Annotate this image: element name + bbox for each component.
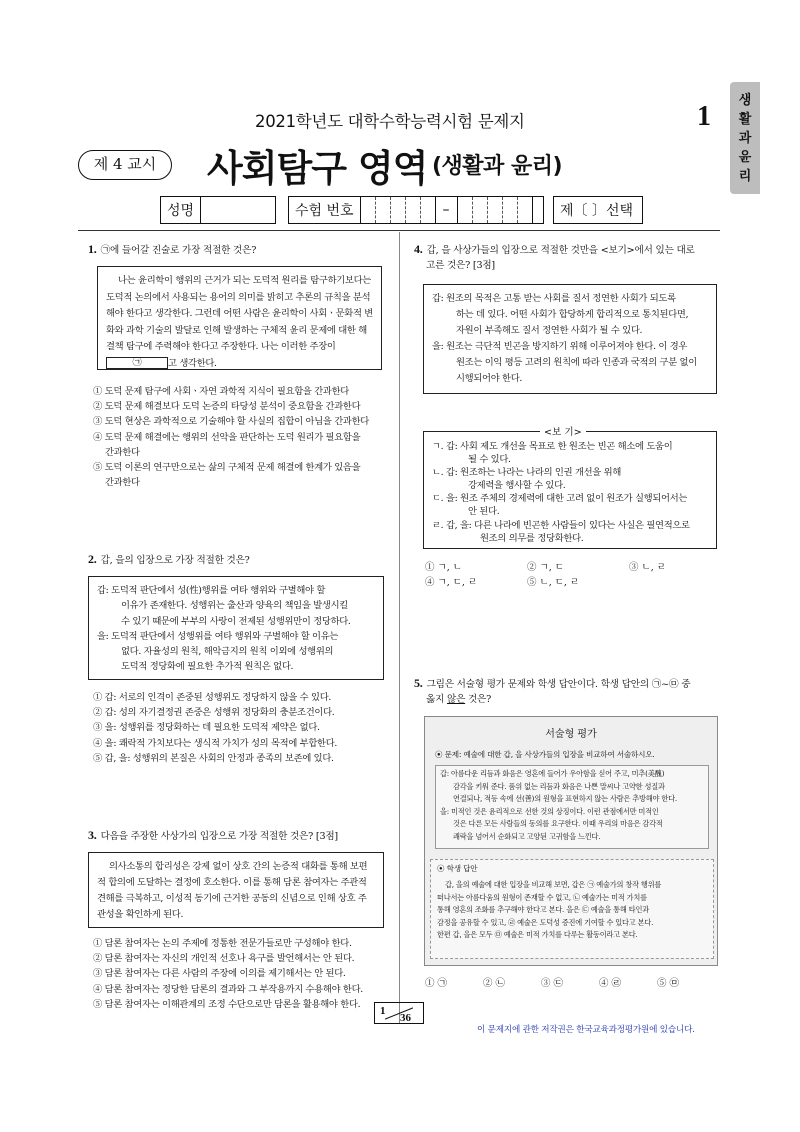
- main-title: 사회탐구 영역: [207, 147, 428, 190]
- question-text-continued: 것은?: [465, 694, 492, 705]
- question-3-stem: [88, 828, 338, 844]
- session-badge: 제 4 교시: [78, 150, 172, 180]
- id-digit-cell[interactable]: [518, 197, 533, 223]
- option[interactable]: ③ 을: 성행위를 정당화하는 데 필요한 도덕적 제약은 없다.: [93, 722, 320, 734]
- bogi-line: ㄱ. 갑: 사회 제도 개선을 목표로 한 원조는 빈곤 해소에 도움이: [432, 441, 673, 452]
- option[interactable]: ① 도덕 문제 탐구에 사회ㆍ자연 과학적 지식이 필요함을 간과한다: [93, 386, 349, 397]
- question-text-continued: 옳지: [426, 694, 447, 705]
- current-page: 1: [380, 1005, 386, 1017]
- option[interactable]: ② ㉡: [483, 978, 506, 989]
- answer-blank: ㉠: [106, 357, 168, 369]
- essay-evaluation-panel: [424, 716, 718, 966]
- panel-line: 쾌락을 넘어서 순화되고 고양된 고귀함을 느낀다.: [453, 831, 601, 841]
- side-tab-char: 윤: [738, 149, 752, 165]
- question-number: 5.: [414, 676, 423, 690]
- side-tab-char: 과: [738, 130, 752, 146]
- option[interactable]: ⑤ ㄴ, ㄷ, ㄹ: [527, 577, 580, 588]
- panel-line: 연결되나, 적등 속에 선(善)의 원형을 표현하지 않는 사람은 추방해야 한다.: [453, 794, 677, 804]
- panel-passage: [440, 768, 677, 844]
- question-3-passage: [88, 852, 384, 928]
- exam-title: 2021학년도 대학수학능력시험 문제지: [255, 112, 525, 131]
- name-label: 성명: [161, 197, 201, 223]
- question-2-stem: [88, 552, 250, 568]
- option[interactable]: ① ㄱ, ㄴ: [425, 562, 462, 573]
- question-text: ㉠에 들어갈 진술로 가장 적절한 것은?: [100, 245, 257, 256]
- option[interactable]: ④ 을: 쾌락적 가치보다는 생식적 가치가 성의 목적에 부합한다.: [93, 737, 338, 749]
- side-tab-char: 활: [738, 111, 752, 127]
- passage-line: 을: 도덕적 판단에서 성행위를 여타 행위와 구별해야 할 이유는: [97, 630, 339, 642]
- option[interactable]: ③ ㉢: [541, 978, 564, 989]
- bogi-label: <보 기>: [540, 424, 586, 438]
- id-digit-cell[interactable]: [421, 197, 436, 223]
- name-field[interactable]: [160, 196, 276, 224]
- passage-line: 이유가 존재한다. 성행위는 출산과 양육의 책임을 발생시킬: [121, 600, 348, 612]
- option[interactable]: ⑤ 도덕 이론의 연구만으로는 삶의 구체적 문제 해결에 한계가 있음을: [93, 462, 361, 474]
- bogi-line: ㄴ. 갑: 원조하는 나라는 나라의 인권 개선을 위해: [432, 467, 622, 479]
- column-divider: [399, 232, 400, 1024]
- question-number: 3.: [88, 828, 97, 842]
- id-digit-cell[interactable]: [488, 197, 503, 223]
- side-tab-char: 리: [738, 168, 752, 184]
- id-digit-cell[interactable]: [406, 197, 421, 223]
- question-text: 그림은 서술형 평가 문제와 학생 답안이다. 학생 답안의 ㉠~㉤ 중: [426, 679, 691, 690]
- id-dash: –: [436, 197, 458, 223]
- question-1-stem: [88, 242, 256, 258]
- option[interactable]: ③ 담론 참여자는 다른 사람의 주장에 이의를 제기해서는 안 된다.: [93, 968, 346, 980]
- side-tab-char: 생: [738, 92, 752, 108]
- passage-line: 원조는 이익 평등 고려의 원칙에 따라 인종과 국적의 구분 없이: [456, 357, 697, 368]
- option-continued: 간과한다: [105, 477, 140, 489]
- option-continued: 간과한다: [105, 446, 140, 458]
- id-digit-cell[interactable]: [458, 197, 473, 223]
- passage-line: 없다. 자율성의 원칙, 해악금지의 원칙 이외에 성행위의: [121, 646, 334, 658]
- question-number: 2.: [88, 552, 97, 566]
- option[interactable]: ② ㄱ, ㄷ: [527, 562, 564, 573]
- question-5-options: [425, 976, 697, 991]
- passage-line: 갑: 도덕적 판단에서 성(性)행위를 여타 행위와 구별해야 할: [97, 585, 326, 596]
- question-1-passage: [97, 266, 382, 370]
- option[interactable]: ② 담론 참여자는 자신의 개인적 선호나 욕구를 발언해서는 안 된다.: [93, 953, 355, 965]
- question-4-passage: [423, 284, 717, 394]
- question-text: 갑, 을의 입장으로 가장 적절한 것은?: [100, 555, 250, 566]
- copyright-notice: 이 문제지에 관한 저작권은 한국교육과정평가원에 있습니다.: [477, 1025, 695, 1035]
- option[interactable]: ③ ㄴ, ㄹ: [629, 562, 666, 573]
- question-text: 갑, 을 사상가들의 입장으로 적절한 것만을 <보기>에서 있는 대로: [426, 245, 695, 256]
- id-digit-cell[interactable]: [361, 197, 376, 223]
- passage-tail: 고 생각한다.: [168, 357, 217, 369]
- question-number: 4.: [414, 242, 423, 256]
- total-pages: 36: [400, 1012, 411, 1024]
- option[interactable]: ④ ㄱ, ㄷ, ㄹ: [425, 577, 478, 588]
- panel-line: 갑: 아름다운 리듬과 화음은 영혼에 들어가 우아함을 싣어 주고, 미추(美醜): [440, 769, 665, 778]
- option[interactable]: ⑤ ㉤: [657, 978, 680, 989]
- bogi-line: 안 된다.: [468, 506, 500, 518]
- id-digit-cell[interactable]: [376, 197, 391, 223]
- sub-title: (생활과 윤리): [432, 154, 563, 179]
- question-4-stem: [414, 242, 695, 273]
- answer-line: 통해 영혼의 조화를 추구해야 한다고 본다. 을은 ㉢ 예술을 통해 타인과: [437, 905, 649, 915]
- bogi-line: 강제력을 행사할 수 있다.: [468, 480, 566, 492]
- bogi-line: ㄹ. 갑, 을: 다른 나라에 빈곤한 사람들이 있다는 사실은 필연적으로: [432, 519, 690, 531]
- subject-side-tab: [730, 82, 760, 194]
- panel-line: 감각을 키워 준다. 품위 없는 리듬과 화음은 나쁜 말씨나 고약한 성질과: [453, 781, 665, 791]
- page-indicator: [374, 1002, 424, 1024]
- passage-text: 의사소통의 합리성은 강제 없이 상호 간의 논증적 대화를 통해 보편적 합의에 도달하는 결정에 호소한다. 이를 통해 담론 참여자는 주관적 견해를 극복하고, 이성적 동기에 근거한 공동의 신념으로 인해 상호 주관성을 확인하게 된다.: [97, 861, 368, 920]
- passage-line: 시행되어야 한다.: [456, 373, 523, 384]
- bogi-line: ㄷ. 을: 원조 주체의 경제력에 대한 고려 없이 원조가 실행되어서는: [432, 493, 688, 505]
- option[interactable]: ⑤ 갑, 을: 성행위의 본질은 사회의 안정과 종족의 보존에 있다.: [93, 752, 334, 764]
- question-1-options: [93, 384, 369, 490]
- student-answer: [437, 879, 661, 942]
- question-number: 1.: [88, 242, 97, 256]
- answer-line: 떠나서는 아름다움의 원형이 존재할 수 없고, ㉡ 예술가는 미적 가치를: [437, 892, 647, 902]
- option[interactable]: ① 갑: 서로의 인격이 존중된 성행위도 정당하지 않을 수 있다.: [93, 692, 332, 703]
- id-label: 수험 번호: [289, 197, 361, 223]
- panel-problem: ⦿ 문제: 예술에 대한 갑, 을 사상가들의 입장을 비교하여 서술하시오.: [435, 750, 655, 759]
- header-page-number: 1: [697, 101, 711, 132]
- question-2-passage: [88, 576, 384, 680]
- panel-title: 서술형 평가: [545, 729, 597, 740]
- bogi-line: 될 수 있다.: [468, 454, 511, 466]
- student-answer-label: ⦿ 학생 답안: [437, 864, 478, 873]
- underlined-word: 않은: [447, 694, 466, 705]
- option[interactable]: ③ 도덕 현상은 과학적으로 기술해야 할 사실의 집합이 아님을 간과한다: [93, 416, 369, 428]
- passage-text: 나는 윤리학이 행위의 근거가 되는 도덕적 원리를 탐구하기보다는 도덕적 논의에서 사용되는 용어의 의미를 밝히고 추론의 규칙을 분석해야 한다고 생각한다. 그런데 어떤 사람은 윤리학이 사회ㆍ문화적 변화와 과학 기술의 발달로 인해 발생하는 구체적 윤리 문제에 대한 해결책 탐구에 주력해야 한다고 주장한다. 나는 이러한 주장이: [106, 275, 373, 352]
- panel-line: 것은 다른 모든 사람들의 동의를 요구한다. 이때 우리의 마음은 감각적: [453, 819, 663, 829]
- bogi-box: [423, 431, 717, 549]
- select-label: 제〔 〕선택: [560, 203, 634, 219]
- question-text-continued: 고른 것은? [3점]: [426, 260, 495, 271]
- option[interactable]: ① 담론 참여자는 논의 주제에 정통한 전문가들로만 구성해야 한다.: [93, 938, 352, 949]
- option[interactable]: ② 도덕 문제 해결보다 도덕 논증의 타당성 분석이 중요함을 간과한다: [93, 401, 361, 413]
- question-4-options: [425, 560, 731, 590]
- answer-line: 한편 갑, 을은 모두 ㉤ 예술은 미적 가치를 다루는 활동이라고 본다.: [437, 930, 638, 940]
- passage-line: 수 있기 때문에 부부의 사랑이 전제된 성행위만이 정당하다.: [121, 615, 351, 627]
- question-5-stem: [414, 676, 690, 707]
- panel-line: 을: 미적인 것은 윤리적으로 선한 것의 상징이다. 이런 관점에서만 미적인: [440, 806, 659, 816]
- passage-line: 갑: 원조의 목적은 고통 받는 사회를 질서 정연한 사회가 되도록: [432, 293, 676, 304]
- id-number-field[interactable]: [288, 196, 544, 224]
- id-digit-cell[interactable]: [391, 197, 406, 223]
- option[interactable]: ④ 담론 참여자는 정당한 담론의 결과와 그 부작용까지 수용해야 한다.: [93, 983, 363, 995]
- bogi-line: 원조의 의무를 정당화한다.: [480, 532, 584, 544]
- header-rule: [78, 230, 720, 231]
- option[interactable]: ④ ㉣: [599, 978, 622, 989]
- question-2-options: [93, 690, 337, 766]
- passage-line: 자원이 부족해도 질서 정연한 사회가 될 수 있다.: [456, 325, 643, 336]
- option[interactable]: ② 갑: 성의 자기결정권 존중은 성행위 정당화의 충분조건이다.: [93, 707, 335, 719]
- select-field[interactable]: [553, 196, 643, 224]
- passage-line: 을: 원조는 극단적 빈곤을 방지하기 위해 이루어져야 한다. 이 경우: [432, 341, 688, 352]
- question-3-options: [93, 936, 363, 1012]
- passage-line: 하는 데 있다. 어떤 사회가 합당하게 합리적으로 통치된다면,: [456, 309, 689, 320]
- answer-line: 갑, 을의 예술에 대한 입장을 비교해 보면, 갑은 ㉠ 예술가의 창작 행위를: [445, 880, 662, 889]
- answer-line: 감정을 공유할 수 있고, ㉣ 예술은 도덕성 증진에 기여할 수 있다고 본다.: [437, 917, 654, 927]
- id-digit-cell[interactable]: [503, 197, 518, 223]
- option[interactable]: ⑤ 담론 참여자는 이해관계의 조정 수단으로만 담론을 활용해야 한다.: [93, 998, 361, 1010]
- passage-line: 도덕적 정당화에 필요한 추가적 원칙은 없다.: [121, 661, 294, 673]
- question-text: 다음을 주장한 사상가의 입장으로 가장 적절한 것은? [3점]: [100, 831, 338, 842]
- option[interactable]: ① ㉠: [425, 978, 448, 989]
- option[interactable]: ④ 도덕 문제 해결에는 행위의 선악을 판단하는 도덕 원리가 필요함을: [93, 431, 361, 443]
- id-digit-cell[interactable]: [473, 197, 488, 223]
